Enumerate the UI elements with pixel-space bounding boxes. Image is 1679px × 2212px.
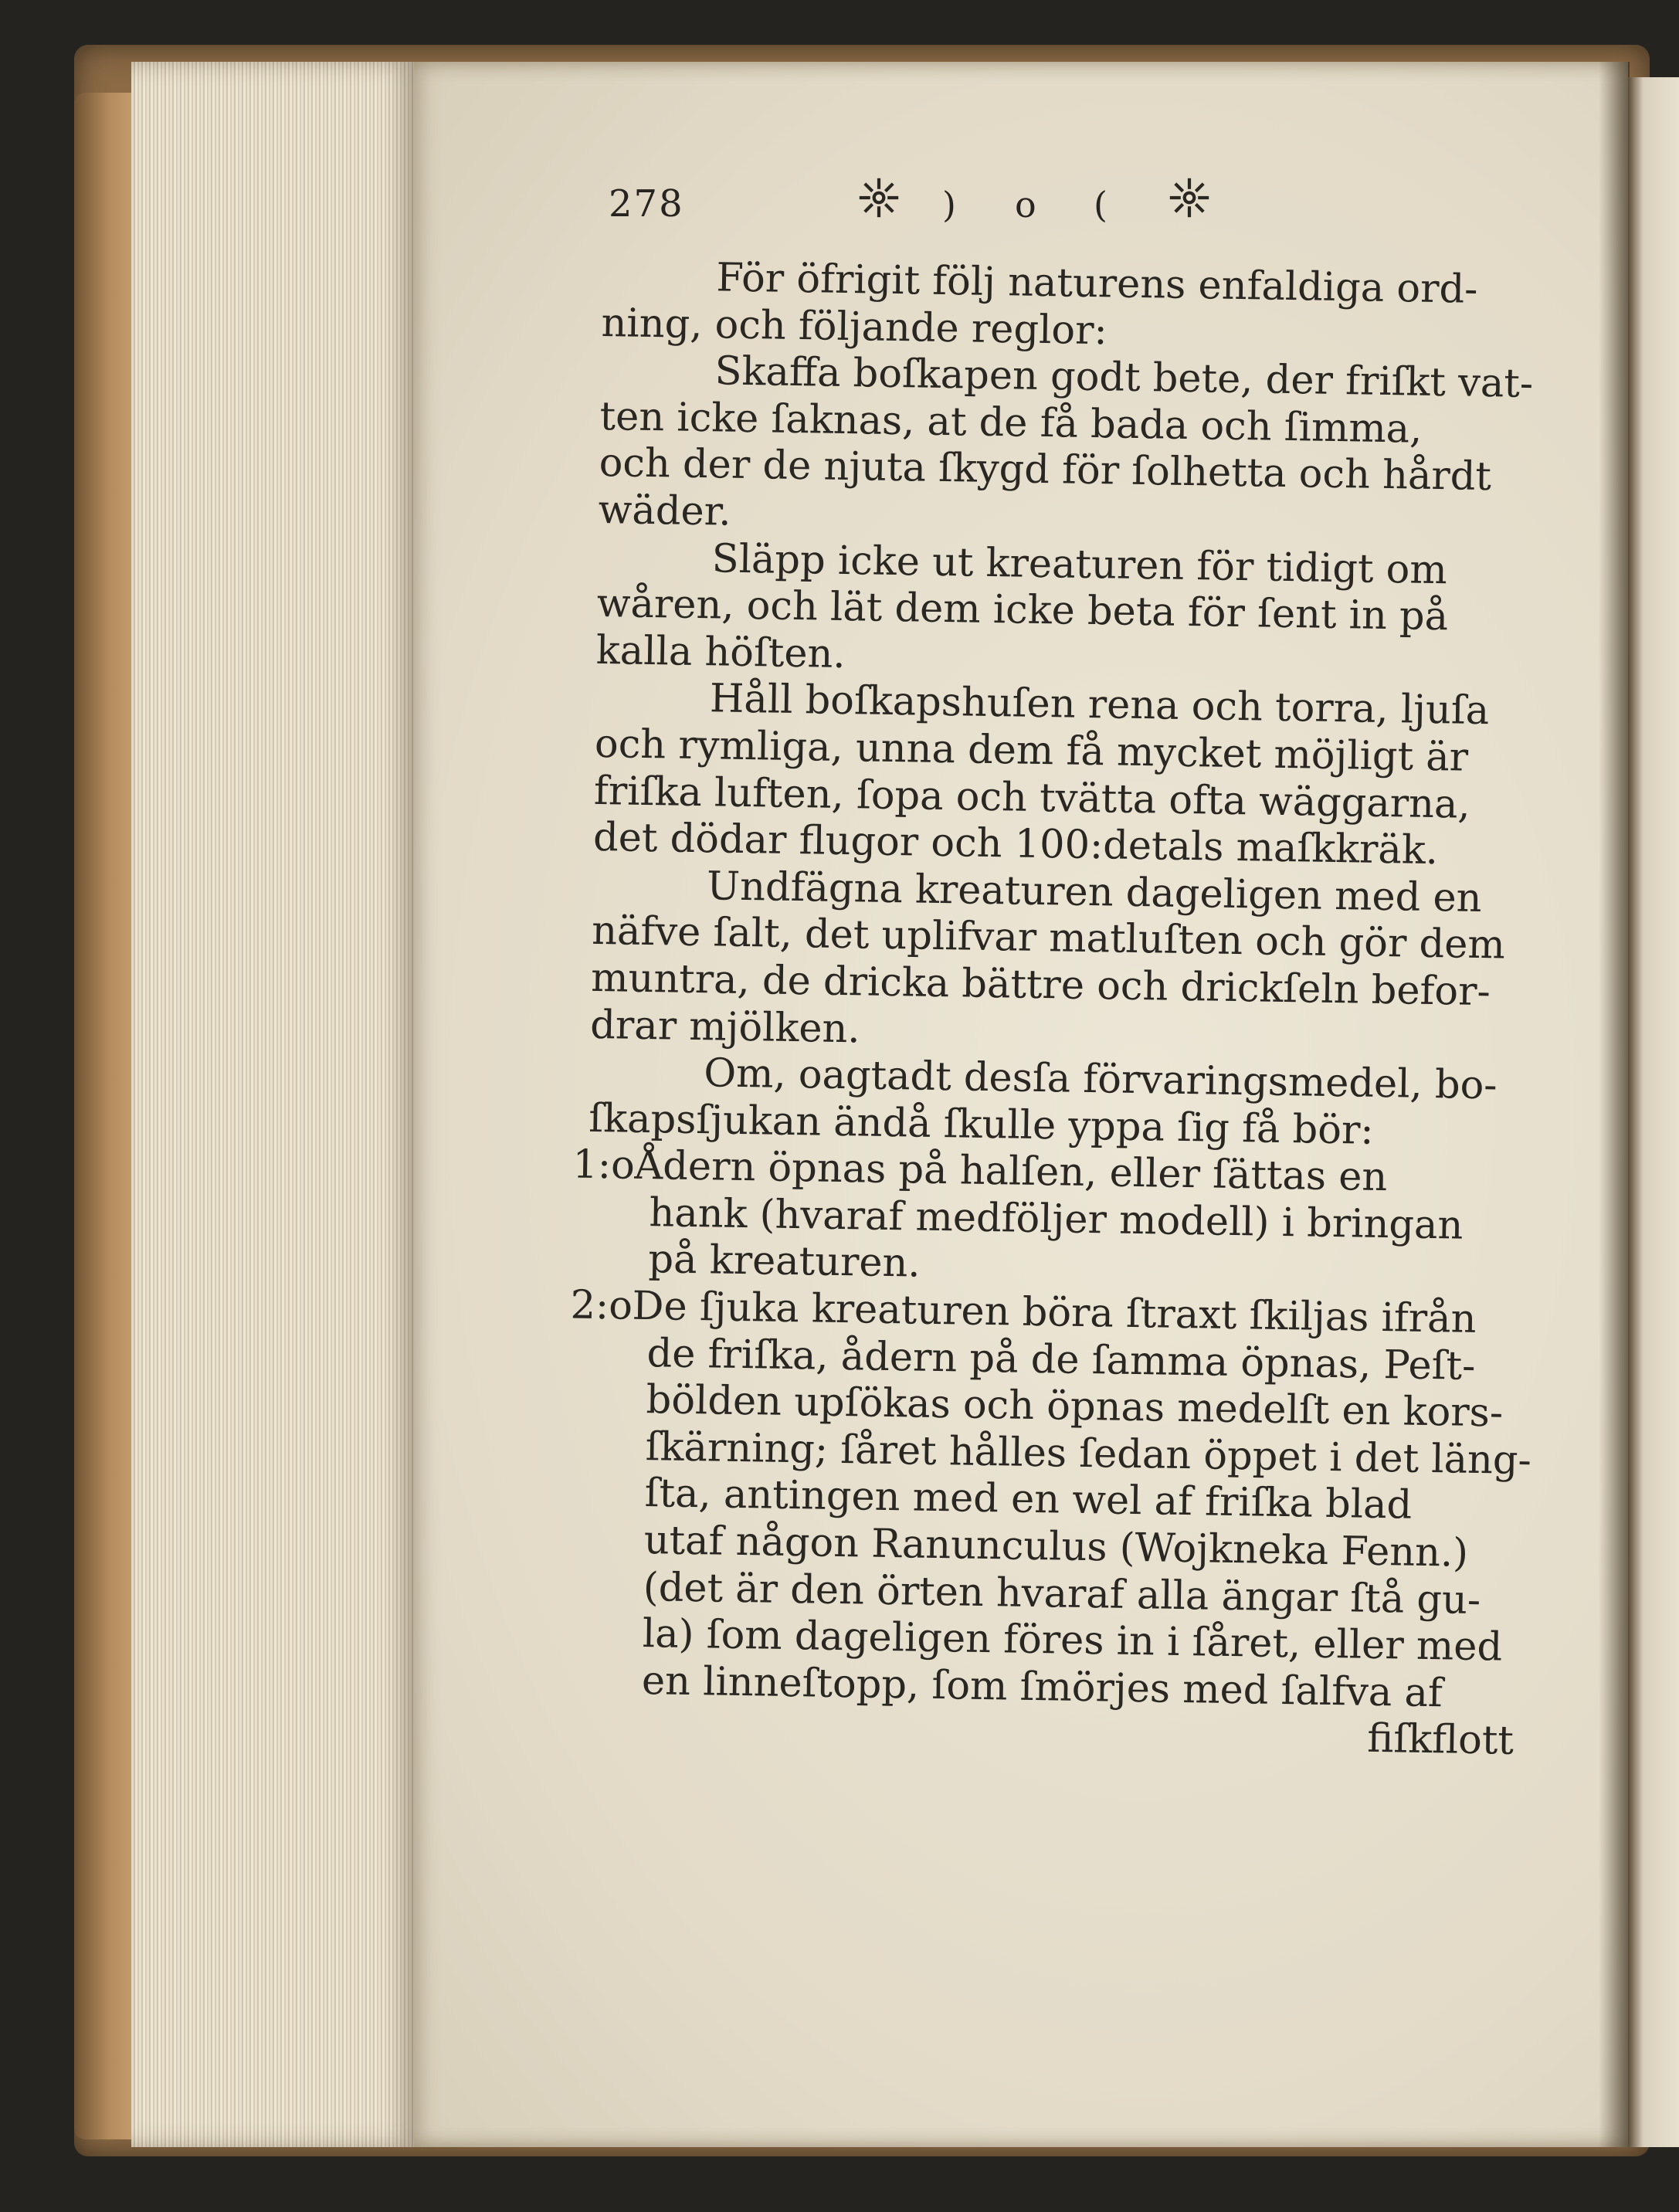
line-text: muntra, de dricka bättre och drickſeln befor- (590, 955, 1491, 1016)
line-text: Undfägna kreaturen dageligen med en (706, 863, 1483, 921)
line-text: la) ſom dageligen föres in i ſåret, eller med (642, 1611, 1503, 1671)
line-text: och der de njuta ſkygd för ſolhetta och hårdt (599, 440, 1492, 500)
line-text: De ſjuka kreaturen böra ſtraxt ſkiljas ifrån (632, 1283, 1477, 1343)
flower-ornament-icon (857, 176, 901, 219)
flower-ornament-icon (1168, 176, 1211, 219)
line-text: ſkapsſjukan ändå ſkulle yppa ſig få bör: (588, 1095, 1374, 1154)
line-text: Håll boſkapshuſen rena och torra, ljuſa (709, 676, 1490, 735)
line-text: Skaffa boſkapen godt bete, der friſkt vat- (714, 348, 1534, 408)
list-number: 1:o (572, 1142, 636, 1189)
running-header (609, 170, 1288, 239)
line-text: kalla höſten. (595, 627, 846, 677)
line-text: wäder. (598, 487, 732, 535)
line-text: näfve ſalt, det uplifvar matluſten och gör dem (591, 908, 1506, 969)
line-text: ſkärning; ſåret hålles ſedan öppet i det läng- (645, 1423, 1532, 1484)
header-symbol-right-paren: ) (942, 184, 958, 226)
page-number: 278 (609, 182, 684, 226)
line-text: wåren, och lät dem icke beta för ſent in på (596, 581, 1449, 640)
line-text: För öfrigit följ naturens enfaldiga ord- (716, 255, 1478, 313)
line-text: en linneſtopp, ſom ſmörjes med ſalfva af (641, 1657, 1443, 1717)
page-stack-edges (131, 62, 417, 2147)
line-text: ning, och följande reglor: (601, 300, 1108, 354)
gutter-shadow (1599, 62, 1630, 2147)
line-text: hank (hvaraf medföljer modell) i bringan (649, 1189, 1464, 1249)
line-text: Ådern öpnas på halſen, eller ſättas en (633, 1143, 1388, 1201)
line-text: utaf någon Ranunculus (Wojkneka Fenn.) (643, 1518, 1469, 1576)
line-text: bölden upſökas och öpnas medelſt en kors- (646, 1377, 1504, 1437)
page-body-text (570, 253, 1552, 1766)
line-text: Släpp icke ut kreaturen för tidigt om (711, 535, 1448, 593)
line-text: på kreaturen. (648, 1237, 921, 1288)
line-text: (det är den örten hvaraf alla ängar ſtå gu- (643, 1564, 1481, 1623)
line-text: ten icke ſaknas, at de få bada och ſimma, (599, 393, 1423, 453)
line-text: drar mjölken. (589, 1002, 861, 1052)
line-text: och rymliga, unna dem få mycket möjligt är (594, 721, 1469, 781)
line-text: fiſkflott (1366, 1716, 1514, 1765)
line-text: de friſka, ådern på de ſamma öpnas, Peſt- (646, 1330, 1476, 1389)
header-symbol-o: o (1015, 184, 1038, 226)
line-text: det dödar flugor och 100:detals maſkkräk. (592, 815, 1439, 874)
line-text: ſta, antingen med en wel af friſka blad (644, 1471, 1413, 1529)
list-number: 2:o (570, 1282, 633, 1329)
facing-page-edge (1628, 77, 1679, 2147)
line-text: friſka luften, ſopa och tvätta ofta wäggarna, (593, 768, 1471, 828)
header-symbol-left-paren: ( (1094, 184, 1109, 226)
line-text: Om, oagtadt desſa förvaringsmedel, bo- (703, 1050, 1498, 1109)
